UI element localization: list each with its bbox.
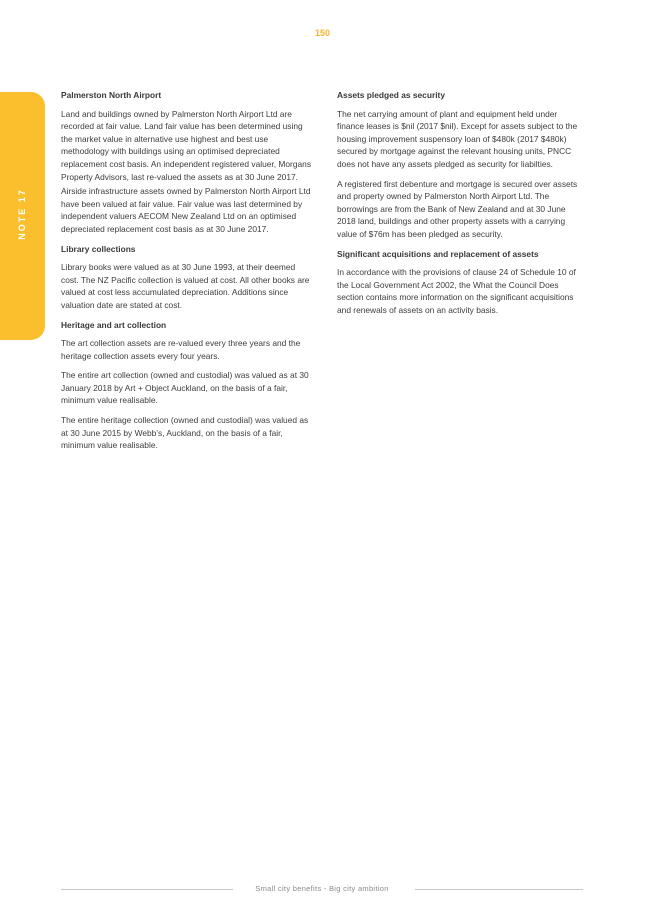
page-number: 150 <box>314 28 331 38</box>
heritage-paragraph-2: The entire art collection (owned and custodial) was valued as at 30 January 2018 by Art + Object Auckland, on the basis of a fair, minimum value realisable. <box>61 370 309 406</box>
pledged-heading: Assets pledged as security <box>337 90 445 100</box>
footer <box>61 884 583 896</box>
pledged-paragraph-1: The net carrying amount of plant and equipment held under finance leases is $nil (2017 $nil). Except for assets subject to the housing improvement suspensory loan of $480k (2017 $480k) secured by mortgage against the relevant housing units, PNCC does not have any assets pledged as security for liabilties. <box>337 108 578 169</box>
library-heading: Library collections <box>61 243 136 254</box>
left-column <box>61 89 311 459</box>
heritage-paragraph-3: The entire heritage collection (owned and custodial) was valued as at 30 June 2015 by Webb’s, Auckland, on the basis of a fair, minimum value realisable. <box>61 415 309 451</box>
heritage-heading: Heritage and art collection <box>61 319 167 330</box>
pledged-paragraph-2: A registered first debenture and mortgage is secured over assets and property owned by Palmerston North Airport Ltd. The borrowings are from the Bank of New Zealand and at 30 June 2018 land, buildings and other property assets with a carrying value of $76m has been pledged as security. <box>337 178 578 239</box>
library-paragraph-1: Library books were valued as at 30 June 1993, at their deemed cost. The NZ Pacific collection is valued at cost. All other books are valued at cost less accumulated depreciation. Additions since valuation date are stated at cost. <box>61 262 310 310</box>
heritage-paragraph-1: The art collection assets are re-valued every three years and the heritage collection assets every four years. <box>61 338 301 361</box>
airport-heading: Palmerston North Airport <box>61 90 162 100</box>
acquisitions-paragraph-1: In accordance with the provisions of clause 24 of Schedule 10 of the Local Government Act 2002, the What the Council Does section contains more information on the significant acquisitions and renewals of assets on an activity basis. <box>337 267 576 315</box>
footer-rule-right <box>415 889 583 890</box>
note-tab-label: NOTE 17 <box>17 188 27 240</box>
right-column <box>337 89 583 324</box>
footer-tagline: Small city benefits - Big city ambition <box>255 884 389 893</box>
airport-paragraph-1: Land and buildings owned by Palmerston North Airport Ltd are recorded at fair value. Land fair value has been determined using the market value in alternative use highest and best use methodology with buildings using an optimised depreciated replacement cost basis. An independent registered valuer, Morgans Property Advisors, last re-valued the assets as at 30 June 2017. <box>61 108 312 182</box>
acquisitions-heading: Significant acquisitions and replacement of assets <box>337 248 539 259</box>
airport-paragraph-2: Airside infrastructure assets owned by Palmerston North Airport Ltd have been valued at fair value. Fair value was last determined by independent valuers AECOM New Zealand Ltd on an optimised depreciated replacement cost basis as at 30 June 2017. <box>61 186 311 234</box>
